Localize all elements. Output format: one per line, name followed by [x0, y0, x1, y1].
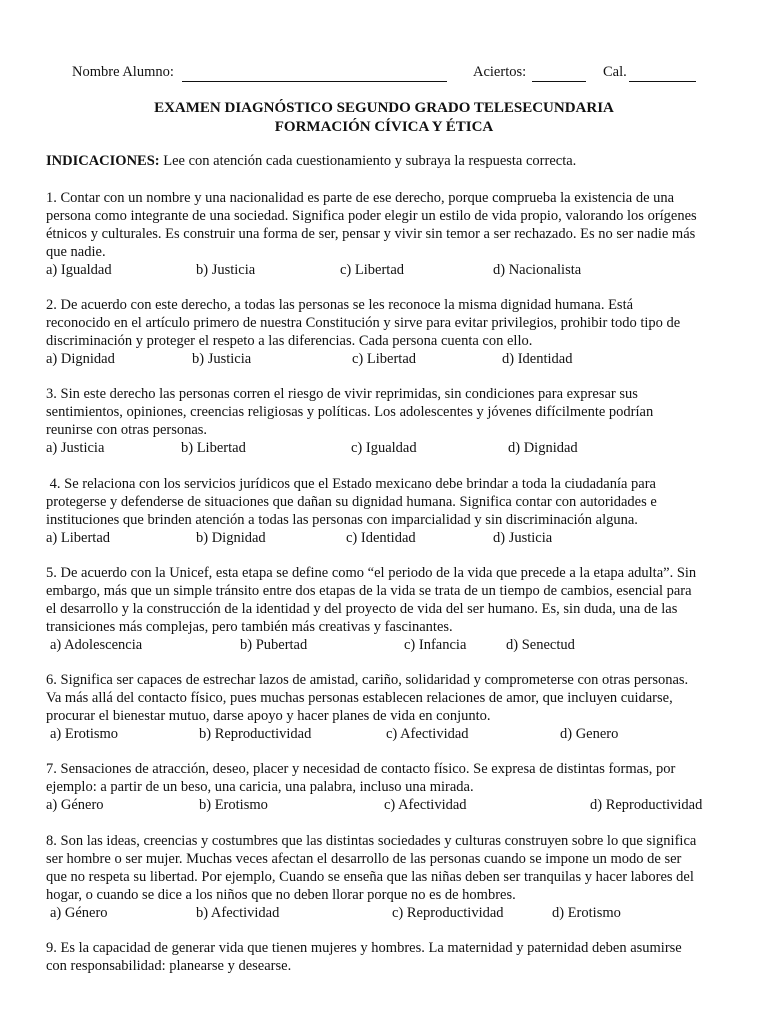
- option-c[interactable]: c) Identidad: [346, 530, 416, 546]
- question-text-line: hogar, o cuando se dice a los niños que no deben llorar porque no es de hombres.: [46, 887, 516, 903]
- option-b[interactable]: b) Libertad: [181, 440, 246, 456]
- option-c[interactable]: c) Infancia: [404, 637, 467, 653]
- question-text-line: sentimientos, opiniones, creencias religiosas y políticas. Los adolescentes y jóvenes difícilmente podrían: [46, 404, 654, 420]
- option-a[interactable]: a) Dignidad: [46, 351, 115, 367]
- instructions: [46, 153, 576, 170]
- answer-options: [46, 796, 730, 814]
- option-a[interactable]: a) Erotismo: [50, 726, 119, 742]
- question-text-line: 2. De acuerdo con este derecho, a todas las personas se les reconoce la misma dignidad humana. Está: [46, 297, 634, 313]
- question-text-line: 5. De acuerdo con la Unicef, esta etapa se define como “el periodo de la vida que precede a la etapa adulta”. Sin: [46, 565, 697, 581]
- question-text-line: transiciones más complejas, pero también más creativas y fascinantes.: [46, 619, 453, 635]
- answer-options: [46, 904, 730, 922]
- instructions-text: Lee con atención cada cuestionamiento y subraya la respuesta correcta.: [163, 153, 577, 169]
- question-text-line: étnicos y culturales. Es construir una forma de ser, pensar y vivir sin temor a ser rechazado. Es no ser nadie más: [46, 226, 696, 242]
- option-c[interactable]: c) Libertad: [340, 262, 405, 278]
- option-b[interactable]: b) Dignidad: [196, 530, 266, 546]
- question-text-line: instituciones que brinden atención a todas las personas con imparcialidad y sin discriminación alguna.: [46, 512, 638, 528]
- option-d[interactable]: d) Genero: [560, 726, 619, 742]
- name-blank[interactable]: [182, 81, 447, 82]
- question-text-line: protegerse y defenderse de situaciones que dañan su dignidad humana. Significa contar con autoridades e: [46, 494, 657, 510]
- option-d[interactable]: d) Senectud: [506, 637, 575, 653]
- option-a[interactable]: a) Género: [50, 905, 108, 921]
- option-c[interactable]: c) Reproductividad: [392, 905, 504, 921]
- cal-label: Cal.: [603, 64, 627, 80]
- aciertos-label: Aciertos:: [473, 64, 527, 80]
- question-text-line: 8. Son las ideas, creencias y costumbres que las distintas sociedades y culturas construyen sobre lo que significa: [46, 833, 697, 849]
- exam-subtitle: FORMACIÓN CÍVICA Y ÉTICA: [274, 119, 494, 135]
- answer-options: [46, 529, 730, 547]
- answer-options: [46, 261, 730, 279]
- question-text-line: reconocido en el artículo primero de nuestra Constitución y sirve para evitar privilegios, prohibir todo tipo de: [46, 315, 681, 331]
- question-text-line: 3. Sin este derecho las personas corren el riesgo de vivir reprimidas, sin condiciones para expresar sus: [46, 386, 638, 402]
- question-text-line: el desarrollo y la construcción de la identidad y del proyecto de vida del ser humano. Es, sin duda, una de las: [46, 601, 678, 617]
- question-2: [46, 296, 730, 368]
- question-text-line: 6. Significa ser capaces de estrechar lazos de amistad, cariño, solidaridad y comprometerse con otras personas.: [46, 672, 689, 688]
- option-c[interactable]: c) Afectividad: [386, 726, 469, 742]
- question-text-line: reunirse con otras personas.: [46, 422, 208, 438]
- option-a[interactable]: a) Igualdad: [46, 262, 112, 278]
- option-a[interactable]: a) Adolescencia: [50, 637, 143, 653]
- option-d[interactable]: d) Reproductividad: [590, 797, 703, 813]
- question-text-line: con responsabilidad: planearse y desearse.: [46, 958, 292, 974]
- option-b[interactable]: b) Reproductividad: [199, 726, 312, 742]
- question-4: [46, 475, 730, 547]
- question-text-line: 7. Sensaciones de atracción, deseo, placer y necesidad de contacto físico. Se expresa de distintas formas, por: [46, 761, 676, 777]
- option-d[interactable]: d) Dignidad: [508, 440, 578, 456]
- option-a[interactable]: a) Libertad: [46, 530, 111, 546]
- option-d[interactable]: d) Identidad: [502, 351, 573, 367]
- question-text-line: 9. Es la capacidad de generar vida que tienen mujeres y hombres. La maternidad y paternidad deben asumirse: [46, 940, 682, 956]
- question-1: [46, 189, 730, 279]
- question-7: [46, 760, 730, 814]
- question-text-line: Va más allá del contacto físico, pues muchas personas establecen relaciones de amor, que incluyen cuidarse,: [46, 690, 673, 706]
- question-text-line: procurar el bienestar mutuo, darse apoyo y hacer planes de vida en conjunto.: [46, 708, 491, 724]
- question-9: [46, 939, 730, 975]
- option-b[interactable]: b) Justicia: [196, 262, 256, 278]
- option-d[interactable]: d) Nacionalista: [493, 262, 582, 278]
- option-b[interactable]: b) Afectividad: [196, 905, 280, 921]
- answer-options: [46, 439, 730, 457]
- question-text-line: que nadie.: [46, 244, 106, 260]
- question-text-line: discriminación y proteger el respeto a las diferencias. Cada persona cuenta con ello.: [46, 333, 533, 349]
- exam-title: EXAMEN DIAGNÓSTICO SEGUNDO GRADO TELESECUNDARIA: [154, 100, 614, 116]
- name-label: Nombre Alumno:: [72, 64, 174, 80]
- question-text-line: persona como integrante de una sociedad. Significa poder elegir un estilo de vida propio, valorando los orígenes: [46, 208, 697, 224]
- answer-options: [46, 350, 730, 368]
- aciertos-blank[interactable]: [532, 81, 586, 82]
- question-3: [46, 385, 730, 457]
- cal-blank[interactable]: [629, 81, 696, 82]
- answer-options: [46, 636, 730, 654]
- question-text-line: embargo, más que un simple tránsito entre dos etapas de la vida se trata de un tiempo de cambios, esencial para: [46, 583, 692, 599]
- option-b[interactable]: b) Pubertad: [240, 637, 308, 653]
- question-8: [46, 832, 730, 922]
- question-text-line: 4. Se relaciona con los servicios jurídicos que el Estado mexicano debe brindar a toda la ciudadanía para: [46, 476, 656, 492]
- option-a[interactable]: a) Género: [46, 797, 104, 813]
- question-text-line: ser hombre o ser mujer. Muchas veces afectan el desarrollo de las personas cuando se impone un modo de ser: [46, 851, 682, 867]
- question-text-line: 1. Contar con un nombre y una nacionalidad es parte de ese derecho, porque comprueba la existencia de una: [46, 190, 675, 206]
- question-text-line: que no respeta su libertad. Por ejemplo, Cuando se enseña que las niñas deben ser tranquilas y hacer labores del: [46, 869, 694, 885]
- option-a[interactable]: a) Justicia: [46, 440, 105, 456]
- option-b[interactable]: b) Justicia: [192, 351, 252, 367]
- option-c[interactable]: c) Libertad: [352, 351, 417, 367]
- question-text-line: ejemplo: a partir de un beso, una caricia, una palabra, incluso una mirada.: [46, 779, 474, 795]
- option-c[interactable]: c) Igualdad: [351, 440, 417, 456]
- answer-options: [46, 725, 730, 743]
- student-header: [72, 64, 712, 84]
- instructions-label: INDICACIONES:: [46, 153, 160, 169]
- option-d[interactable]: d) Erotismo: [552, 905, 621, 921]
- option-b[interactable]: b) Erotismo: [199, 797, 268, 813]
- option-d[interactable]: d) Justicia: [493, 530, 553, 546]
- question-5: [46, 564, 730, 654]
- question-6: [46, 671, 730, 743]
- option-c[interactable]: c) Afectividad: [384, 797, 467, 813]
